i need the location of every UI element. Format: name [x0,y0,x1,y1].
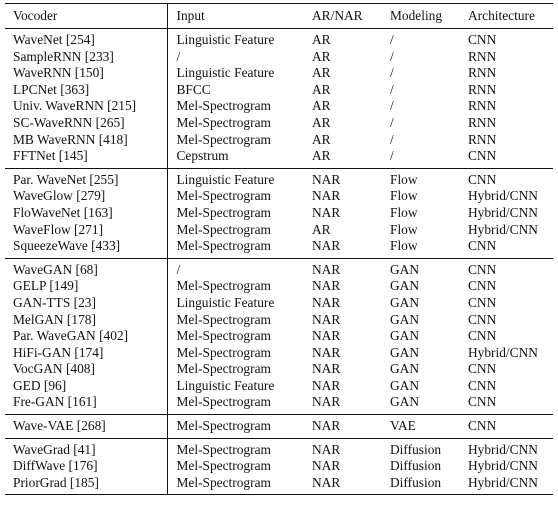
cell-vocoder: SampleRNN [233] [5,49,167,66]
cell-architecture: Hybrid/CNN [468,441,538,457]
header-architecture: Architecture [468,8,535,23]
cell-vocoder: WaveGAN [68] [5,258,167,278]
cell-ar-nar: NAR [312,294,341,310]
table-row [5,258,553,278]
cell-vocoder: WaveRNN [150] [5,65,167,82]
row-group [5,168,553,258]
cell-ar-nar: NAR [312,261,341,277]
cell-ar-nar: NAR [312,344,341,360]
cell-modeling: Flow [390,188,418,204]
cell-modeling: Flow [390,221,418,237]
cell-ar-nar: NAR [312,238,341,254]
table-row [5,295,553,312]
cell-vocoder: PriorGrad [185] [5,475,167,495]
cell-architecture: Hybrid/CNN [468,188,538,204]
cell-input: Linguistic Feature [176,171,275,187]
cell-modeling: Diffusion [390,474,442,490]
cell-vocoder: MB WaveRNN [418] [5,132,167,149]
table-row [5,222,553,239]
cell-input: Mel-Spectrogram [176,394,271,410]
cell-vocoder: Fre-GAN [161] [5,394,167,414]
cell-ar-nar: NAR [312,474,341,490]
cell-ar-nar: NAR [312,171,341,187]
cell-architecture: RNN [468,65,497,81]
cell-modeling: GAN [390,278,420,294]
cell-input: Linguistic Feature [176,294,275,310]
cell-modeling: Flow [390,204,418,220]
cell-vocoder: WaveGlow [279] [5,188,167,205]
cell-vocoder: WaveNet [254] [5,29,167,49]
cell-ar-nar: NAR [312,418,341,434]
cell-modeling: GAN [390,394,420,410]
row-group [5,29,553,169]
cell-architecture: Hybrid/CNN [468,344,538,360]
cell-vocoder: GAN-TTS [23] [5,295,167,312]
cell-ar-nar: AR [312,131,331,147]
cell-input: Mel-Spectrogram [176,188,271,204]
cell-ar-nar: AR [312,221,331,237]
cell-modeling: GAN [390,261,420,277]
cell-input: Mel-Spectrogram [176,474,271,490]
cell-input: Cepstrum [176,148,229,164]
header-row [5,4,553,29]
cell-architecture: Hybrid/CNN [468,221,538,237]
cell-architecture: Hybrid/CNN [468,458,538,474]
cell-architecture: CNN [468,238,497,254]
cell-ar-nar: NAR [312,278,341,294]
cell-modeling: / [390,148,394,164]
cell-ar-nar: NAR [312,328,341,344]
cell-ar-nar: NAR [312,394,341,410]
cell-vocoder: MelGAN [178] [5,312,167,329]
cell-modeling: GAN [390,328,420,344]
cell-input: Linguistic Feature [176,377,275,393]
cell-architecture: CNN [468,278,497,294]
cell-architecture: RNN [468,81,497,97]
table-row [5,148,553,168]
cell-input: Mel-Spectrogram [176,311,271,327]
cell-ar-nar: NAR [312,458,341,474]
cell-modeling: VAE [390,418,416,434]
cell-input: Mel-Spectrogram [176,418,271,434]
cell-vocoder: FFTNet [145] [5,148,167,168]
table-row [5,438,553,458]
cell-input: Mel-Spectrogram [176,131,271,147]
cell-modeling: GAN [390,344,420,360]
cell-architecture: CNN [468,171,497,187]
cell-vocoder: LPCNet [363] [5,82,167,99]
cell-architecture: CNN [468,148,497,164]
cell-modeling: / [390,131,394,147]
cell-input: Mel-Spectrogram [176,328,271,344]
cell-ar-nar: NAR [312,361,341,377]
cell-modeling: / [390,32,394,47]
cell-input: / [176,261,181,277]
table-row [5,361,553,378]
table-row [5,188,553,205]
table-row [5,475,553,495]
cell-vocoder: WaveGrad [41] [5,438,167,458]
cell-architecture: CNN [468,294,497,310]
cell-vocoder: Par. WaveGAN [402] [5,328,167,345]
cell-input: / [176,48,181,64]
cell-modeling: GAN [390,294,420,310]
table-row [5,205,553,222]
row-group [5,438,553,495]
cell-modeling: GAN [390,377,420,393]
cell-modeling: Diffusion [390,441,442,457]
cell-input: Mel-Spectrogram [176,458,271,474]
header-vocoder: Vocoder [5,4,167,29]
cell-architecture: CNN [468,377,497,393]
cell-vocoder: Univ. WaveRNN [215] [5,98,167,115]
cell-modeling: / [390,65,394,81]
cell-modeling: Flow [390,171,418,187]
table-row [5,415,553,439]
cell-modeling: / [390,98,394,114]
cell-modeling: / [390,114,394,130]
cell-vocoder: Wave-VAE [268] [5,415,167,439]
cell-input: Mel-Spectrogram [176,221,271,237]
table-row [5,49,553,66]
cell-vocoder: HiFi-GAN [174] [5,345,167,362]
table-row [5,168,553,188]
cell-input: BFCC [176,81,211,97]
cell-architecture: RNN [468,48,497,64]
cell-ar-nar: NAR [312,377,341,393]
cell-ar-nar: AR [312,98,331,114]
cell-modeling: / [390,81,394,97]
cell-modeling: GAN [390,311,420,327]
cell-input: Mel-Spectrogram [176,204,271,220]
cell-ar-nar: AR [312,32,331,47]
cell-architecture: CNN [468,418,497,434]
cell-architecture: CNN [468,361,497,377]
cell-input: Linguistic Feature [176,65,275,81]
cell-input: Linguistic Feature [176,32,275,47]
table-row [5,29,553,49]
cell-ar-nar: AR [312,114,331,130]
cell-ar-nar: NAR [312,188,341,204]
table-row [5,328,553,345]
cell-ar-nar: AR [312,48,331,64]
vocoder-table [5,3,553,495]
cell-vocoder: Par. WaveNet [255] [5,168,167,188]
cell-vocoder: GELP [149] [5,278,167,295]
table-row [5,238,553,258]
cell-ar-nar: AR [312,65,331,81]
cell-architecture: RNN [468,114,497,130]
cell-architecture: CNN [468,328,497,344]
cell-input: Mel-Spectrogram [176,441,271,457]
cell-architecture: RNN [468,131,497,147]
cell-vocoder: VocGAN [408] [5,361,167,378]
cell-architecture: CNN [468,394,497,410]
cell-vocoder: SqueezeWave [433] [5,238,167,258]
cell-modeling: / [390,48,394,64]
table-row [5,312,553,329]
cell-vocoder: DiffWave [176] [5,458,167,475]
table-header [5,4,553,29]
cell-input: Mel-Spectrogram [176,344,271,360]
table-row [5,98,553,115]
cell-architecture: Hybrid/CNN [468,474,538,490]
header-ar-nar: AR/NAR [312,8,363,23]
cell-input: Mel-Spectrogram [176,114,271,130]
table-row [5,278,553,295]
cell-architecture: CNN [468,32,497,47]
cell-input: Mel-Spectrogram [176,98,271,114]
row-group [5,258,553,414]
header-modeling: Modeling [390,8,443,23]
cell-ar-nar: NAR [312,204,341,220]
cell-architecture: Hybrid/CNN [468,204,538,220]
cell-vocoder: GED [96] [5,378,167,395]
header-input: Input [176,8,205,23]
row-group [5,415,553,439]
cell-architecture: CNN [468,311,497,327]
table-row [5,394,553,414]
cell-ar-nar: NAR [312,441,341,457]
table-row [5,458,553,475]
cell-modeling: GAN [390,361,420,377]
table-row [5,115,553,132]
table-row [5,82,553,99]
cell-vocoder: SC-WaveRNN [265] [5,115,167,132]
cell-input: Mel-Spectrogram [176,361,271,377]
cell-architecture: CNN [468,261,497,277]
cell-architecture: RNN [468,98,497,114]
cell-modeling: Diffusion [390,458,442,474]
table-row [5,378,553,395]
table-row [5,345,553,362]
cell-modeling: Flow [390,238,418,254]
cell-ar-nar: AR [312,148,331,164]
cell-input: Mel-Spectrogram [176,278,271,294]
table-row [5,65,553,82]
cell-ar-nar: NAR [312,311,341,327]
table-row [5,132,553,149]
cell-vocoder: WaveFlow [271] [5,222,167,239]
cell-ar-nar: AR [312,81,331,97]
cell-vocoder: FloWaveNet [163] [5,205,167,222]
cell-input: Mel-Spectrogram [176,238,271,254]
